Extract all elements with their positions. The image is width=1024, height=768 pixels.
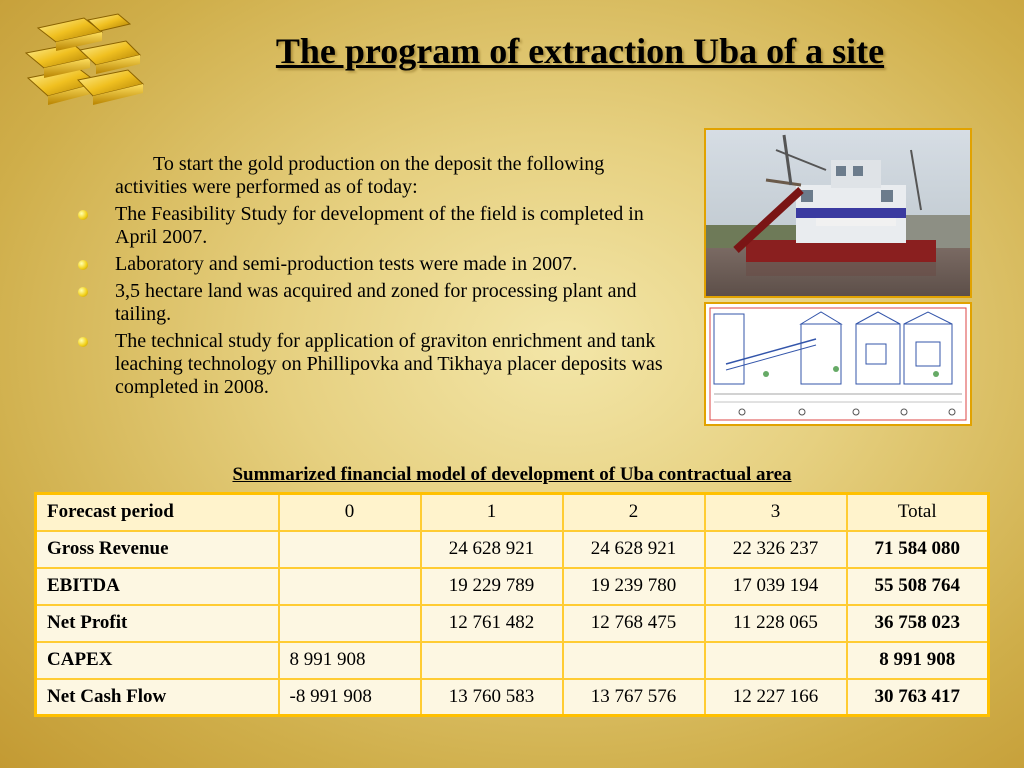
table-cell: 19 229 789 <box>421 568 563 605</box>
table-header-cell: 2 <box>563 494 705 531</box>
table-cell <box>421 642 563 679</box>
total-cell: 30 763 417 <box>847 679 989 716</box>
table-row <box>36 568 989 605</box>
table-cell <box>279 568 421 605</box>
table-cell <box>563 642 705 679</box>
total-cell: 36 758 023 <box>847 605 989 642</box>
table-cell: 12 227 166 <box>705 679 847 716</box>
table-cell: 19 239 780 <box>563 568 705 605</box>
table-cell: 13 760 583 <box>421 679 563 716</box>
table-header-cell: 0 <box>279 494 421 531</box>
table-cell: 12 761 482 <box>421 605 563 642</box>
table-row <box>36 642 989 679</box>
table-cell: 24 628 921 <box>563 531 705 568</box>
table-cell: 8 991 908 <box>279 642 421 679</box>
dredge-photo <box>704 128 972 298</box>
intro-lead: To start the gold production on the deposit the following activities were performed as of today: <box>115 153 605 198</box>
table-header-cell: Total <box>847 494 989 531</box>
table-cell: 13 767 576 <box>563 679 705 716</box>
table-cell <box>279 531 421 568</box>
row-label: Net Cash Flow <box>36 679 279 716</box>
table-header-cell: Forecast period <box>36 494 279 531</box>
table-caption: Summarized financial model of development of Uba contractual area <box>232 464 792 485</box>
total-cell: 55 508 764 <box>847 568 989 605</box>
table-header-cell: 1 <box>421 494 563 531</box>
financial-table <box>34 492 990 717</box>
gold-bars-icon <box>18 8 148 108</box>
total-cell: 8 991 908 <box>847 642 989 679</box>
row-label: Gross Revenue <box>36 531 279 568</box>
table-cell: 12 768 475 <box>563 605 705 642</box>
row-label: EBITDA <box>36 568 279 605</box>
list-item: The technical study for application of graviton enrichment and tank leaching technology on Phillipovka and Tikhaya placer deposits was completed in 2008. <box>115 330 680 399</box>
total-cell: 71 584 080 <box>847 531 989 568</box>
list-item: 3,5 hectare land was acquired and zoned for processing plant and tailing. <box>115 280 680 326</box>
table-cell: 22 326 237 <box>705 531 847 568</box>
table-cell: 17 039 194 <box>705 568 847 605</box>
table-row <box>36 605 989 642</box>
table-row <box>36 679 989 716</box>
list-item: Laboratory and semi-production tests were made in 2007. <box>115 253 680 276</box>
table-header-row <box>36 494 989 531</box>
row-label: CAPEX <box>36 642 279 679</box>
activities-list <box>115 203 680 399</box>
table-cell <box>705 642 847 679</box>
processing-plant-schema <box>704 302 972 426</box>
table-cell: -8 991 908 <box>279 679 421 716</box>
table-cell: 24 628 921 <box>421 531 563 568</box>
intro-text <box>115 153 680 403</box>
table-header-cell: 3 <box>705 494 847 531</box>
table-row <box>36 531 989 568</box>
table-cell: 11 228 065 <box>705 605 847 642</box>
table-cell <box>279 605 421 642</box>
page-title: The program of extraction Uba of a site <box>275 31 885 71</box>
list-item: The Feasibility Study for development of the field is completed in April 2007. <box>115 203 680 249</box>
row-label: Net Profit <box>36 605 279 642</box>
